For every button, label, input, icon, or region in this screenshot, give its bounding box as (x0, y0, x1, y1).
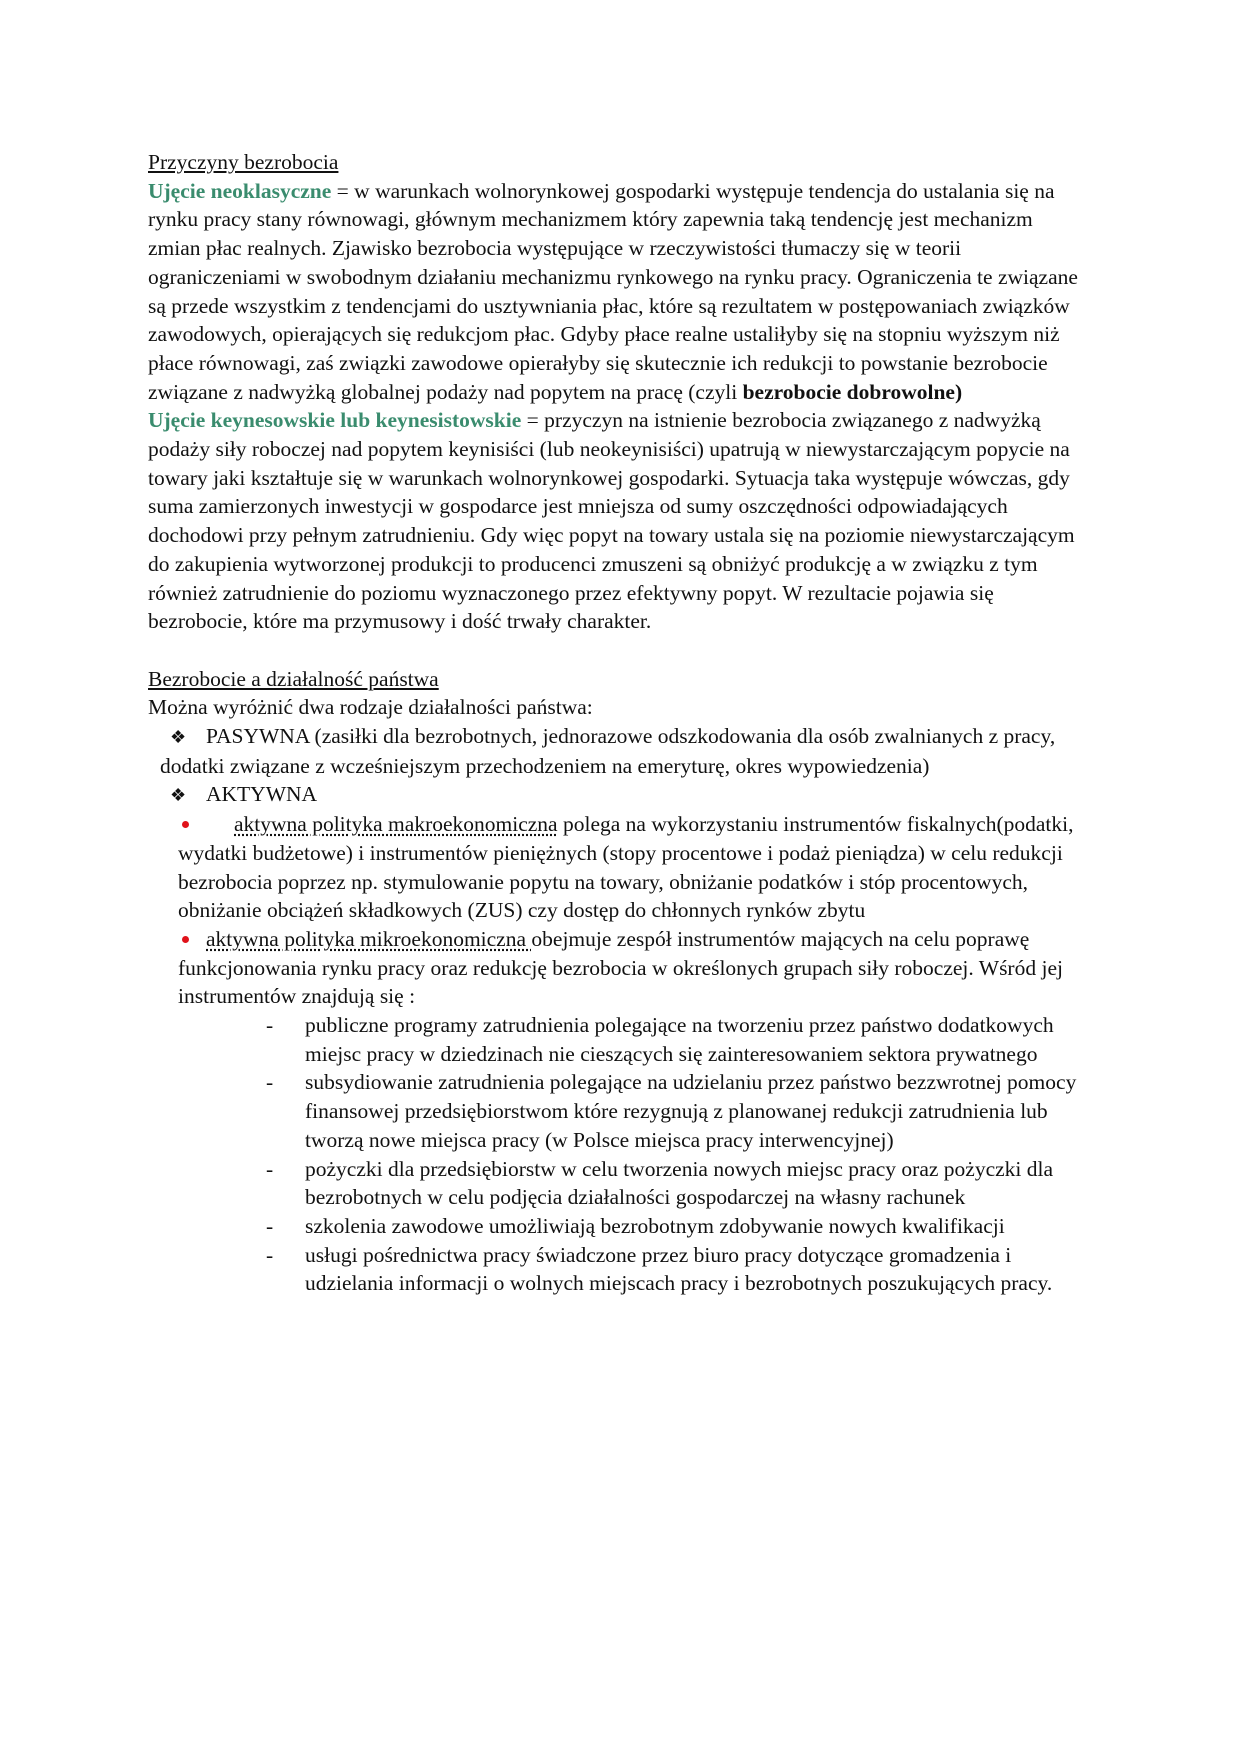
term-neoclassical: Ujęcie neoklasyczne (148, 178, 332, 203)
red-dot-bullet-icon (182, 936, 189, 943)
section-heading-causes: Przyczyny bezrobocia (148, 150, 339, 174)
passive-text: PASYWNA (zasiłki dla bezrobotnych, jednorazowe odszkodowania dla osób zwalnianych z pracy, dodatki związane z wcześniejszym przechodzeniem na emeryturę, okres wypowiedzenia) (160, 724, 1056, 778)
instruments-list (256, 1011, 1088, 1298)
document-page (148, 148, 1088, 1298)
instrument-text: pożyczki dla przedsiębiorstw w celu tworzenia nowych miejsc pracy oraz pożyczki dla bezrobotnych w celu podjęcia działalności gospodarczej na własny rachunek (305, 1156, 1054, 1210)
bold-voluntary-unemployment: bezrobocie dobrowolne (742, 379, 955, 404)
list-item (256, 1212, 1088, 1241)
paragraph-neoclassical (148, 177, 1088, 407)
neoclassical-text: = w warunkach wolnorynkowej gospodarki występuje tendencja do ustalania się na rynku pracy stany równowagi, głównym mechanizmem który zapewnia taką tendencję jest mechanizm zmian płac realnych. Zjawisko bezrobocia występujące w rzeczywistości tłumaczy się w teorii ograniczeniami w swobodnym działaniu mechanizmu rynkowego na rynku pracy. Ograniczenia te związane są przede wszystkim z tendencjami do usztywniania płac, które są rezultatem w postępowaniach związków zawodowych, opierających się redukcjom płac. Gdyby płace realne ustaliłyby się na stopniu wyższym niż płace równowagi, zaś związki zawodowe opierałyby się skutecznie ich redukcji to powstanie bezrobocie związane z nadwyżką globalnej podaży nad popytem na pracę (czyli (148, 178, 1078, 404)
neoclassical-tail: ) (954, 379, 963, 404)
term-keynesian: Ujęcie keynesowskie lub keynesistowskie (148, 408, 522, 433)
list-item (256, 1011, 1088, 1068)
dash-bullet-icon: - (266, 1013, 274, 1038)
intro-text: Można wyróżnić dwa rodzaje działalności państwa: (148, 695, 593, 720)
section-heading-state: Bezrobocie a działalność państwa (148, 666, 439, 691)
term-macro: aktywna polityka makroekonomiczna (234, 812, 558, 837)
instrument-text: usługi pośrednictwa pracy świadczone przez biuro pracy dotyczące gromadzenia i udzielania informacji o wolnych miejscach pracy i bezrobotnych poszukujących pracy. (305, 1242, 1053, 1296)
list-item-passive (148, 722, 1088, 780)
dash-bullet-icon: - (266, 1156, 274, 1181)
diamond-bullet-icon: ❖ (170, 727, 187, 748)
paragraph-keynesian (148, 406, 1088, 636)
list-item (256, 1068, 1088, 1154)
term-micro: aktywna polityka mikroekonomiczna (206, 926, 532, 951)
macro-text: polega na wykorzystaniu instrumentów fiskalnych(podatki, wydatki budżetowe) i instrumentów pieniężnych (stopy procentowe i podaż pieniądza) w celu redukcji bezrobocia poprzez np. stymulowanie popytu na towary, obniżanie podatków i stóp procentowych, obniżanie obciążeń składkowych (ZUS) czy dostęp do chłonnych rynków zbytu (178, 812, 1074, 923)
dash-bullet-icon: - (266, 1070, 274, 1095)
diamond-bullet-icon: ❖ (170, 785, 187, 806)
instrument-text: subsydiowanie zatrudnienia polegające na udzielaniu przez państwo bezzwrotnej pomocy finansowej przedsiębiorstwom które rezygnują z planowanej redukcji zatrudnienia lub tworzą nowe miejsca pracy (w Polsce miejsca pracy interwencyjnej) (305, 1070, 1077, 1152)
instrument-text: publiczne programy zatrudnienia polegające na tworzeniu przez państwo dodatkowych miejsc pracy w dziedzinach nie cieszących się zainteresowaniem sektora prywatnego (305, 1013, 1054, 1066)
list-item (256, 1155, 1088, 1212)
spacer (148, 636, 1088, 665)
dash-bullet-icon: - (266, 1214, 274, 1238)
list-item-macro (148, 810, 1088, 925)
list-item-micro (148, 925, 1088, 1011)
active-text: AKTYWNA (206, 782, 318, 807)
keynesian-text: = przyczyn na istnienie bezrobocia związanego z nadwyżką podaży siły roboczej nad popytem keynisiści (lub neokeynisiści) upatrują w niewystarczającym popycie na towary jaki kształtuje się w warunkach wolnorynkowej gospodarki. Sytuacja taka występuje wówczas, gdy suma zamierzonych inwestycji w gospodarce jest mniejsza od sumy oszczędności odpowiadających dochodowi przy pełnym zatrudnieniu. Gdy więc popyt na towary ustala się na poziomie niewystarczającym do zakupienia wytworzonej produkcji to producenci zmuszeni są obniżyć produkcję a w związku z tym również zatrudnienie do poziomu wyznaczonego przez efektywny popyt. W rezultacie pojawia się bezrobocie, które ma przymusowy i dość trwały charakter. (148, 408, 1075, 634)
instrument-text: szkolenia zawodowe umożliwiają bezrobotnym zdobywanie nowych kwalifikacji (305, 1214, 1005, 1238)
dash-bullet-icon: - (266, 1242, 274, 1267)
micro-text: obejmuje zespół instrumentów mających na celu poprawę funkcjonowania rynku pracy oraz redukcję bezrobocia w określonych grupach siły roboczej. Wśród jej instrumentów znajdują się : (178, 926, 1063, 1009)
list-item (256, 1241, 1088, 1298)
list-item-active (148, 780, 1088, 810)
